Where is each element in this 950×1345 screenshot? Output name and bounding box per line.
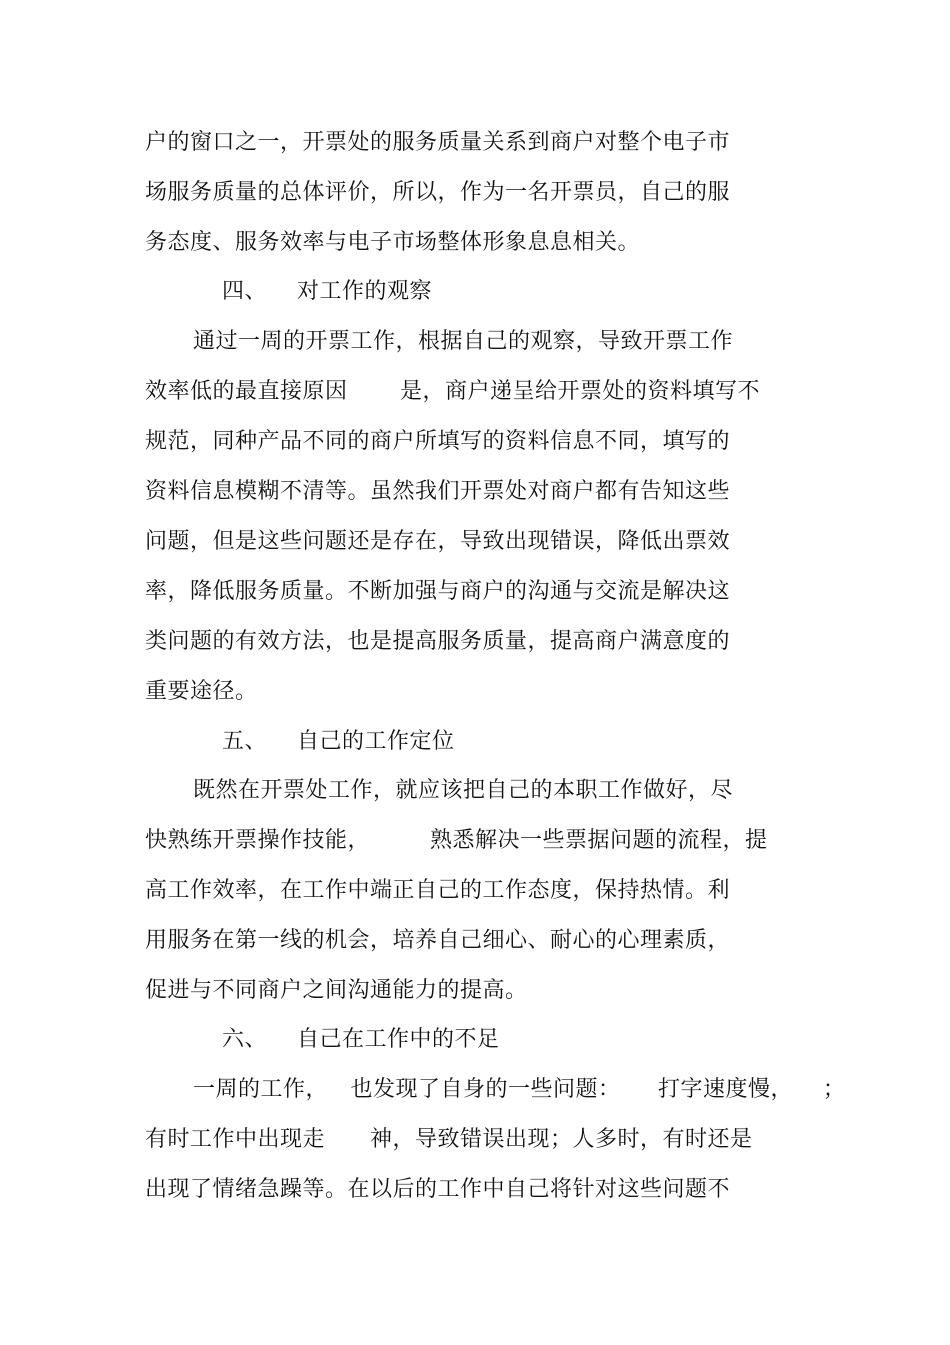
paragraph-line: 率，降低服务质量。不断加强与商户的沟通与交流是解决这 xyxy=(145,579,731,604)
paragraph-line: 场服务质量的总体评价，所以，作为一名开票员，自己的服 xyxy=(145,180,731,205)
paragraph-line: 用服务在第一线的机会，培养自己细心、耐心的心理素质， xyxy=(145,928,731,953)
paragraph-line: 高工作效率，在工作中端正自己的工作态度，保持热情。利 xyxy=(145,878,731,903)
paragraph-line: 通过一周的开票工作，根据自己的观察，导致开票工作 xyxy=(193,329,734,354)
paragraph-line: 快熟练开票操作技能， 熟悉解决一些票据问题的流程，提 xyxy=(145,828,768,853)
paragraph-line: 效率低的最直接原因 是，商户递呈给开票处的资料填写不 xyxy=(145,379,760,404)
paragraph-line: 户的窗口之一，开票处的服务质量关系到商户对整个电子市 xyxy=(145,130,731,155)
section-heading-5: 五、 自己的工作定位 xyxy=(222,729,455,754)
paragraph-line: 重要途径。 xyxy=(145,679,258,704)
paragraph-line: 既然在开票处工作，就应该把自己的本职工作做好，尽 xyxy=(193,778,734,803)
paragraph-line: 资料信息模糊不清等。虽然我们开票处对商户都有告知这些 xyxy=(145,479,731,504)
paragraph-line: 出现了情绪急躁等。在以后的工作中自己将针对这些问题不 xyxy=(145,1177,731,1202)
paragraph-line: 规范，同种产品不同的商户所填写的资料信息不同，填写的 xyxy=(145,429,731,454)
section-heading-6: 六、 自己在工作中的不足 xyxy=(222,1027,500,1052)
paragraph-line: 问题，但是这些问题还是存在，导致出现错误，降低出票效 xyxy=(145,529,731,554)
paragraph-line: 有时工作中出现走 神，导致错误出现；人多时，有时还是 xyxy=(145,1127,753,1152)
paragraph-line: 务态度、服务效率与电子市场整体形象息息相关。 xyxy=(145,230,641,255)
paragraph-line: 类问题的有效方法，也是提高服务质量，提高商户满意度的 xyxy=(145,629,731,654)
paragraph-line: 一周的工作， 也发现了自身的一些问题： 打字速度慢， ； xyxy=(193,1077,846,1102)
section-heading-4: 四、 对工作的观察 xyxy=(222,279,432,304)
paragraph-line: 促进与不同商户之间沟通能力的提高。 xyxy=(145,978,528,1003)
